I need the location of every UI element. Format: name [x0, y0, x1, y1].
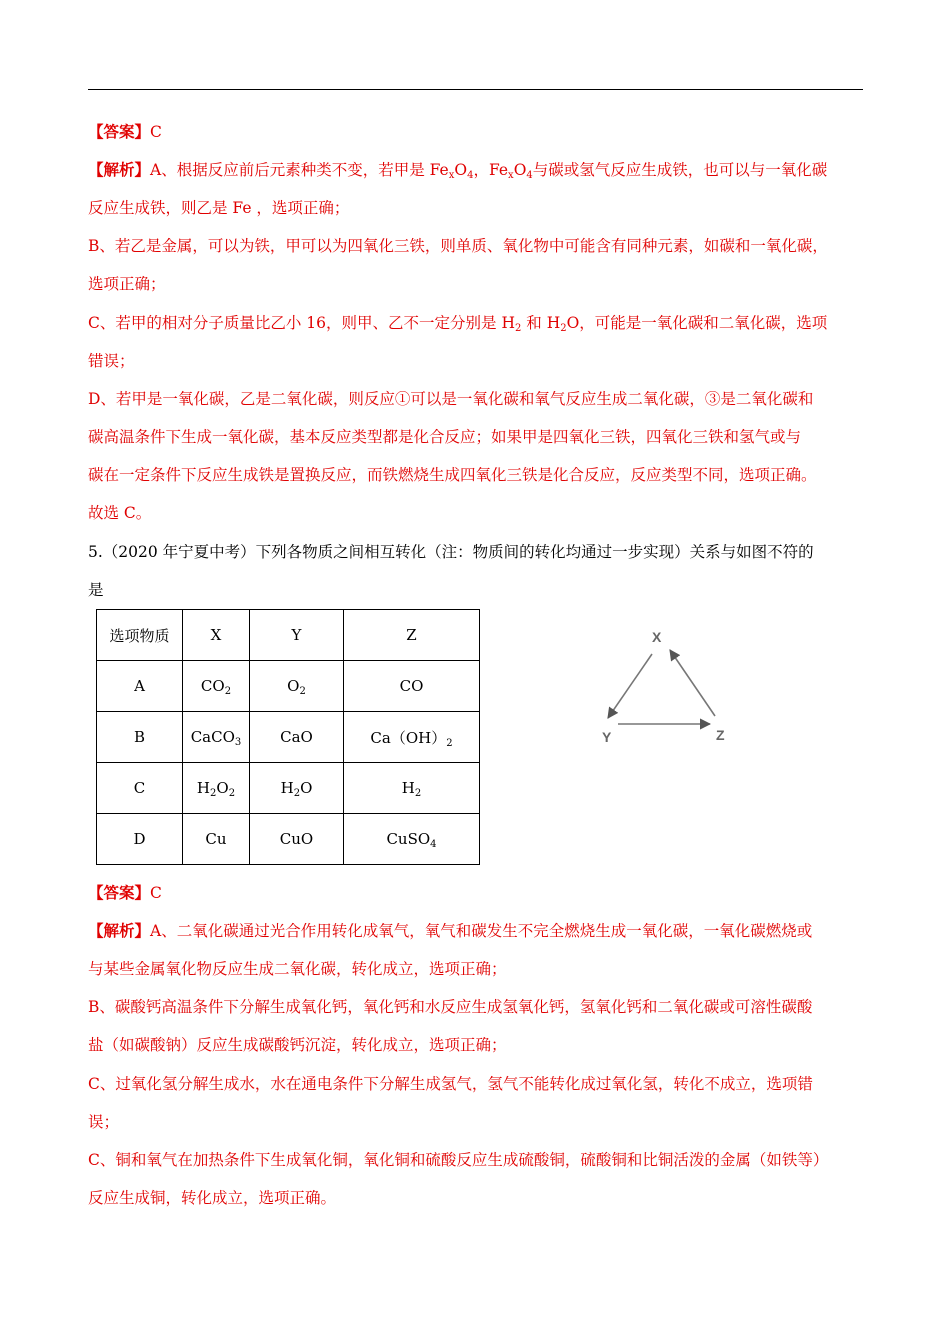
table-cell-z: $H_2$ — [344, 763, 480, 814]
table-cell-y: CaO — [250, 712, 344, 763]
q5-analysis-line-6: 误； — [88, 1113, 120, 1131]
q5-options-table — [96, 609, 480, 865]
table-cell-y: $H_2O$ — [250, 763, 344, 814]
q4-analysis-line-3: B、若乙是金属，可以为铁，甲可以为四氧化三铁，则单质、氧化物中可能含有同种元素，如碳和一氧化碳， — [88, 237, 828, 255]
q4-analysis-line-7: D、若甲是一氧化碳，乙是二氧化碳，则反应①可以是一氧化碳和氧气反应生成二氧化碳，③是二氧化碳和 — [88, 390, 814, 408]
table-cell-x: CaCO$_3$ — [183, 712, 250, 763]
q4-analysis-line-10: 故选 C。 — [88, 504, 152, 522]
table-cell-z: CuSO$_4$ — [344, 814, 480, 865]
table-cell-x: Cu — [183, 814, 250, 865]
q5-question-line-1: 5.（2020 年宁夏中考）下列各物质之间相互转化（注：物质间的转化均通过一步实现）关系与如图不符的 — [88, 543, 814, 561]
q4-analysis-line-5: C、若甲的相对分子质量比乙小 16，则甲、乙不一定分别是 $H_2$ 和 $H_2O$，可能是一氧化碳和二氧化碳，选项 — [88, 314, 828, 334]
table-cell-option: A — [97, 661, 183, 712]
q5-question-line-2: 是 — [88, 581, 104, 599]
table-header-cell: X — [183, 610, 250, 661]
q5-analysis-line-8: 反应生成铜，转化成立，选项正确。 — [88, 1189, 337, 1207]
table-header-cell: Z — [344, 610, 480, 661]
table-cell-x: $H_2O_2$ — [183, 763, 250, 814]
q5-analysis-line-3: B、碳酸钙高温条件下分解生成氧化钙，氧化钙和水反应生成氢氧化钙，氢氧化钙和二氧化碳或可溶性碳酸 — [88, 998, 813, 1016]
node-y-label: Y — [602, 729, 612, 745]
table-cell-option: D — [97, 814, 183, 865]
table-row — [97, 712, 480, 763]
arrow-z-to-x — [670, 650, 715, 716]
table-cell-z: CO — [344, 661, 480, 712]
table-cell-option: B — [97, 712, 183, 763]
node-x-label: X — [652, 629, 662, 645]
q4-analysis-line-8: 碳高温条件下生成一氧化碳，基本反应类型都是化合反应；如果甲是四氧化三铁，四氧化三铁和氢气或与 — [88, 428, 802, 446]
conversion-diagram — [590, 620, 740, 750]
header-rule — [88, 89, 863, 90]
q5-analysis-line-5: C、过氧化氢分解生成水，水在通电条件下分解生成氢气，氢气不能转化成过氧化氢，转化不成立，选项错 — [88, 1075, 813, 1093]
q4-analysis-line-4: 选项正确； — [88, 275, 166, 293]
table-row — [97, 661, 480, 712]
arrow-x-to-y — [608, 654, 652, 718]
q5-analysis-line-2: 与某些金属氧化物反应生成二氧化碳，转化成立，选项正确； — [88, 960, 507, 978]
q5-analysis-line-7: C、铜和氧气在加热条件下生成氧化铜，氧化铜和硫酸反应生成硫酸铜，硫酸铜和比铜活泼的金属（如铁等） — [88, 1151, 829, 1169]
q4-analysis-line-2: 反应生成铁，则乙是 Fe ，选项正确； — [88, 199, 350, 217]
q4-analysis-line-6: 错误； — [88, 352, 135, 370]
q4-answer: 【答案】C — [88, 122, 162, 141]
table-cell-z: $Ca(OH)_2$ — [344, 712, 480, 763]
table-cell-option: C — [97, 763, 183, 814]
table-cell-x: $CO_2$ — [183, 661, 250, 712]
node-z-label: Z — [716, 727, 725, 743]
table-header-cell: Y — [250, 610, 344, 661]
table-header-row — [97, 610, 480, 661]
q5-analysis-line-1: 【解析】A、二氧化碳通过光合作用转化成氧气，氧气和碳发生不完全燃烧生成一氧化碳，一氧化碳燃烧或 — [88, 921, 813, 940]
q5-analysis-line-4: 盐（如碳酸钠）反应生成碳酸钙沉淀，转化成立，选项正确； — [88, 1036, 507, 1054]
table-header-cell: 选项物质 — [97, 610, 183, 661]
q4-analysis-line-9: 碳在一定条件下反应生成铁是置换反应，而铁燃烧生成四氧化三铁是化合反应，反应类型不同，选项正确。 — [88, 466, 817, 484]
q4-analysis-line-1: 【解析】A、根据反应前后元素种类不变，若甲是 $Fe_xO_4$，$Fe_xO_4$与碳或氢气反应生成铁，也可以与一氧化碳 — [88, 160, 828, 181]
table-row — [97, 763, 480, 814]
q5-answer: 【答案】C — [88, 883, 162, 902]
table-cell-y: CuO — [250, 814, 344, 865]
table-row — [97, 814, 480, 865]
table-cell-y: $O_2$ — [250, 661, 344, 712]
